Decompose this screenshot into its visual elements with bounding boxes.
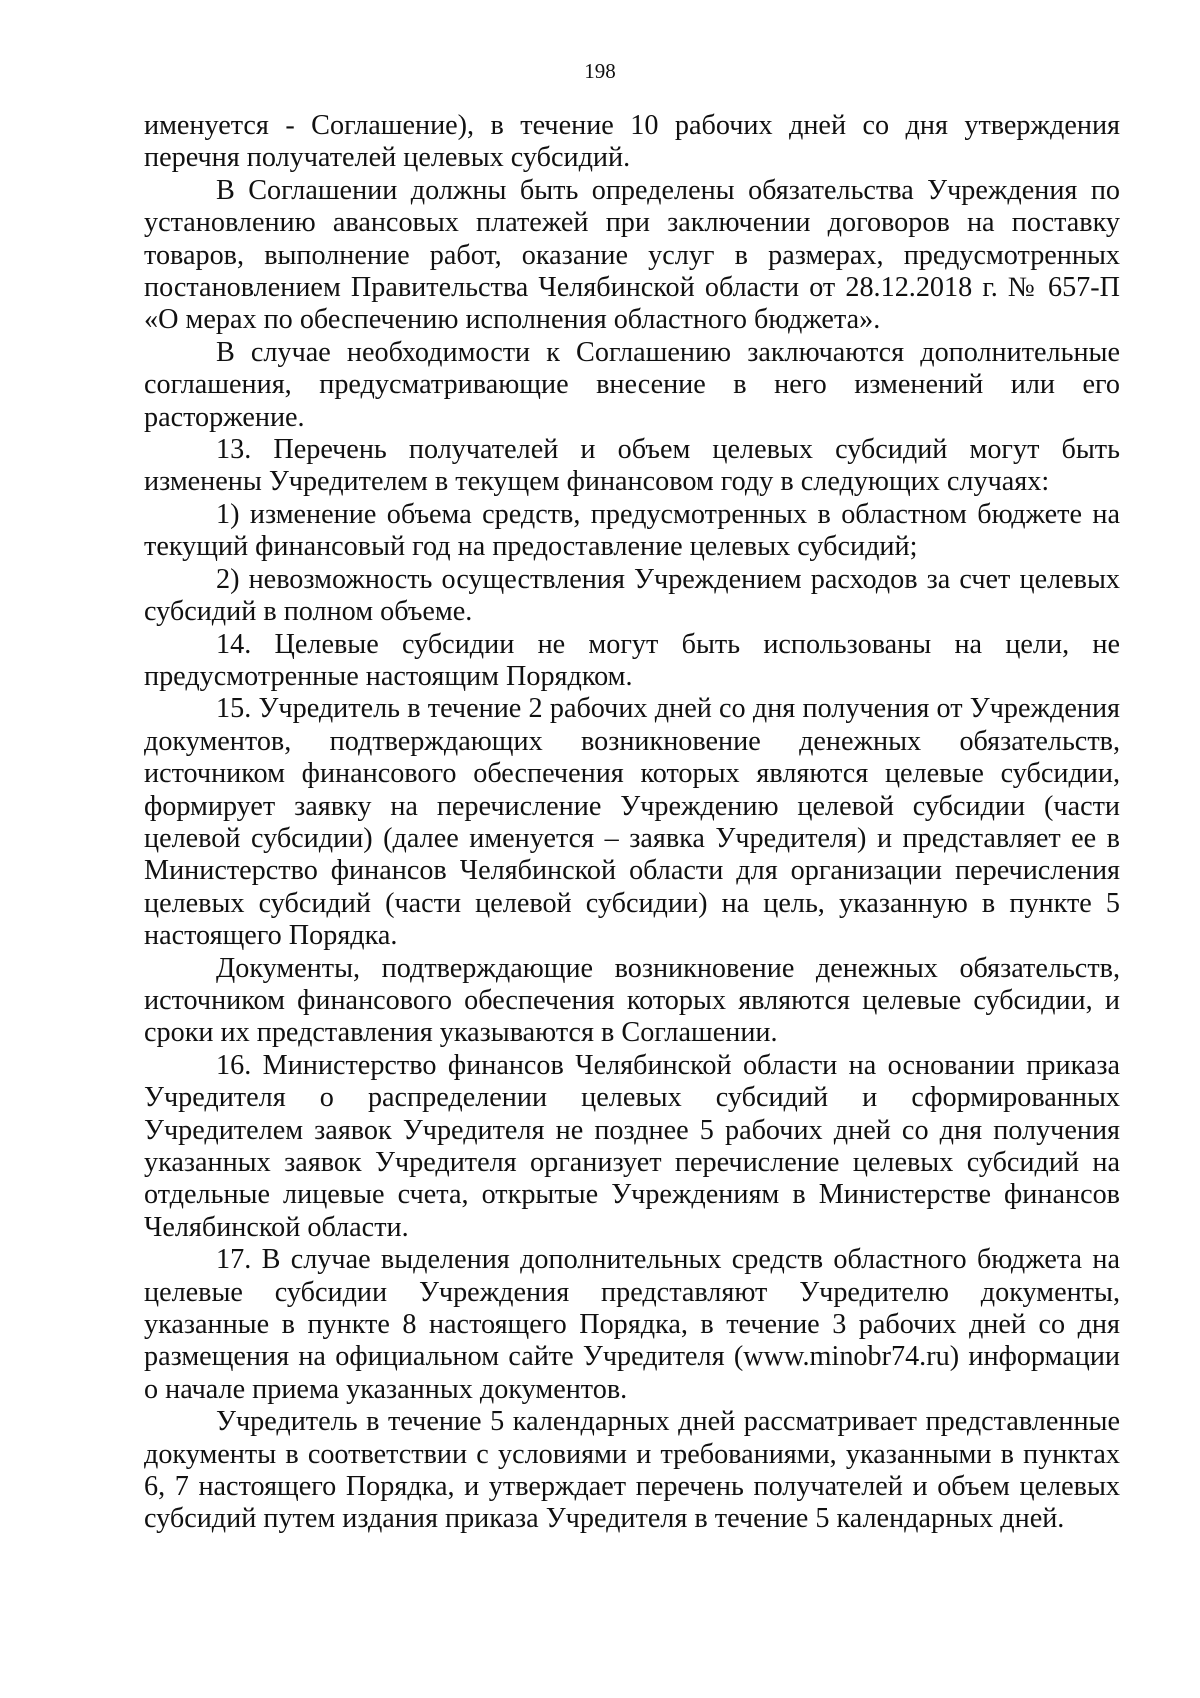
paragraph-item-14: 14. Целевые субсидии не могут быть использованы на цели, не предусмотренные настоящим Порядком. [144, 628, 1120, 692]
paragraph-documents: Документы, подтверждающие возникновение денежных обязательств, источником финансового обеспечения которых являются целевые субсидии, и сроки их представления указываются в Соглашении. [144, 952, 1120, 1049]
paragraph-item-17: 17. В случае выделения дополнительных средств областного бюджета на целевые субсидии Учреждения представляют Учредителю документы, указанные в пункте 8 настоящего Порядка, в течение 3 рабочих дней со дня размещения на официальном сайте Учредителя (www.minobr74.ru) информации о начале приема указанных документов. [144, 1244, 1120, 1405]
paragraph-agreement-obligations: В Соглашении должны быть определены обязательства Учреждения по установлению авансовых платежей при заключении договоров на поставку товаров, выполнение работ, оказание услуг в размерах, предусмотренных постановлением Правительства Челябинской области от 28.12.2018 г. № 657-П «О мерах по обеспечению исполнения областного бюджета». [144, 174, 1120, 336]
paragraph-additional-agreements: В случае необходимости к Соглашению заключаются дополнительные соглашения, предусматривающие внесение в него изменений или его расторжение. [144, 336, 1120, 433]
document-body [144, 110, 1120, 1536]
paragraph-item-13-case-2: 2) невозможность осуществления Учреждением расходов за счет целевых субсидий в полном объеме. [144, 563, 1120, 628]
paragraph-item-13: 13. Перечень получателей и объем целевых субсидий могут быть изменены Учредителем в текущем финансовом году в следующих случаях: [144, 434, 1120, 498]
page-number: 198 [584, 59, 616, 83]
paragraph-item-15: 15. Учредитель в течение 2 рабочих дней со дня получения от Учреждения документов, подтверждающих возникновение денежных обязательств, источником финансового обеспечения которых являются целевые субсидии, формирует заявку на перечисление Учреждению целевой субсидии (части целевой субсидии) (далее именуется – заявка Учредителя) и представляет ее в Министерство финансов Челябинской области для организации перечисления целевых субсидий (части целевой субсидии) на цель, указанную в пункте 5 настоящего Порядка. [144, 693, 1120, 952]
paragraph-continuation: именуется - Соглашение), в течение 10 рабочих дней со дня утверждения перечня получателей целевых субсидий. [144, 110, 1120, 174]
paragraph-item-16: 16. Министерство финансов Челябинской области на основании приказа Учредителя о распределении целевых субсидий и сформированных Учредителем заявок Учредителя не позднее 5 рабочих дней со дня получения указанных заявок Учредителя организует перечисление целевых субсидий на отдельные лицевые счета, открытые Учреждениям в Министерстве финансов Челябинской области. [144, 1049, 1120, 1243]
paragraph-item-13-case-1: 1) изменение объема средств, предусмотренных в областном бюджете на текущий финансовый год на предоставление целевых субсидий; [144, 498, 1120, 563]
paragraph-founder-review: Учредитель в течение 5 календарных дней рассматривает представленные документы в соответствии с условиями и требованиями, указанными в пунктах 6, 7 настоящего Порядка, и утверждает перечень получателей и объем целевых субсидий путем издания приказа Учредителя в течение 5 календарных дней. [144, 1406, 1120, 1535]
